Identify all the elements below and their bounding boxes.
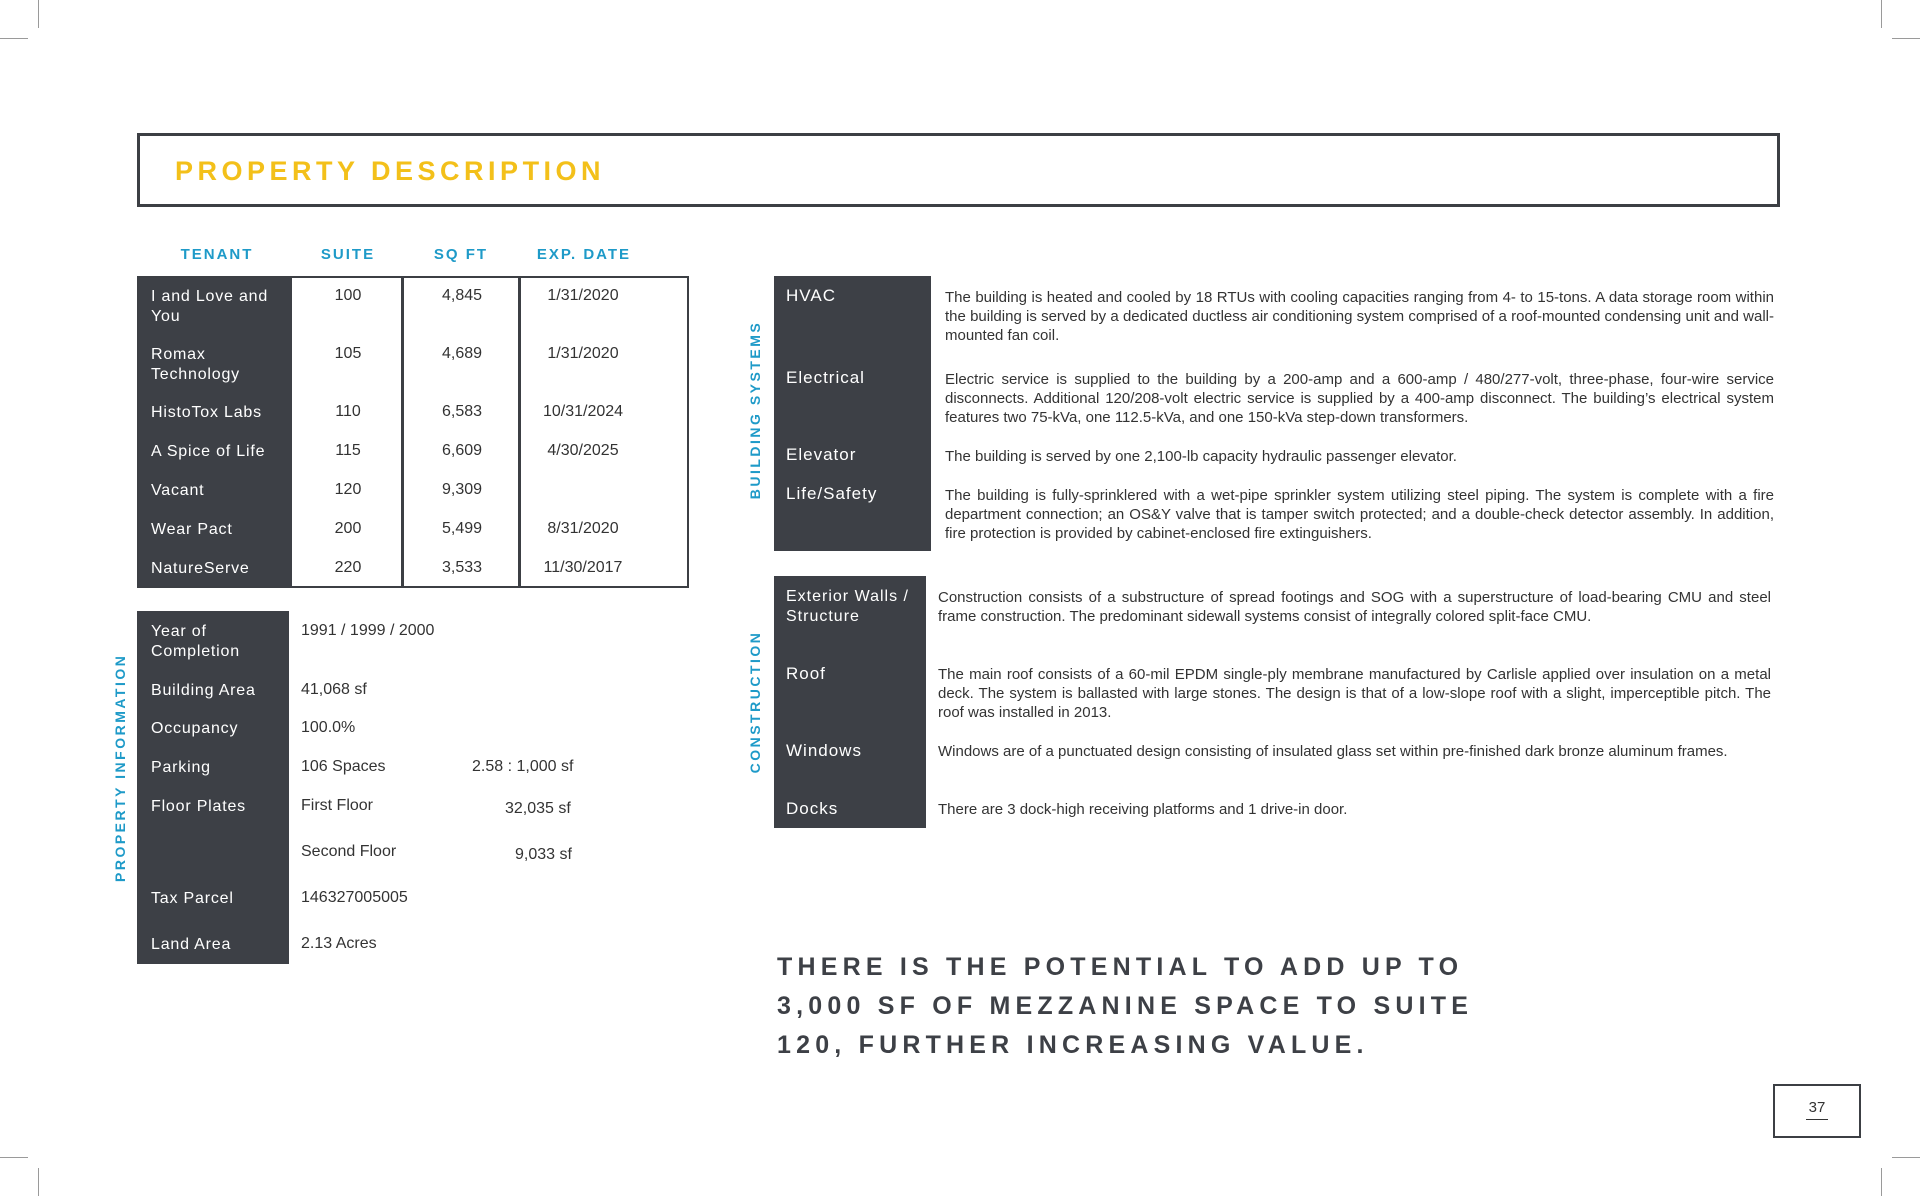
second-floor-value: 9,033 sf	[515, 846, 572, 863]
hvac-label: HVAC	[786, 286, 836, 305]
column-header-sqft: SQ FT	[433, 246, 489, 263]
tax-parcel-label: Tax Parcel	[151, 890, 234, 907]
docks-label: Docks	[786, 799, 839, 818]
table-divider	[518, 276, 521, 588]
parking-ratio: 2.58 : 1,000 sf	[472, 758, 574, 775]
year-value: 1991 / 1999 / 2000	[301, 622, 435, 639]
crop-mark	[0, 38, 28, 39]
page-title: PROPERTY DESCRIPTION	[175, 156, 606, 186]
tenant-name: I and Love and You	[151, 288, 269, 325]
exp-cell: 8/31/2020	[547, 520, 619, 537]
crop-mark	[1892, 38, 1920, 39]
exp-cell: 11/30/2017	[543, 559, 623, 576]
building-systems-panel	[774, 276, 931, 551]
suite-cell: 220	[334, 559, 362, 576]
column-header-tenant: TENANT	[180, 246, 254, 263]
sqft-cell: 5,499	[441, 520, 483, 537]
exp-cell: 10/31/2024	[542, 403, 624, 420]
suite-cell: 115	[335, 442, 361, 459]
suite-cell: 120	[334, 481, 362, 498]
windows-label: Windows	[786, 741, 862, 760]
roof-description: The main roof consists of a 60-mil EPDM single-ply membrane manufactured by Carlisle applied over insulation on a metal deck. The system is ballasted with large stones. The design is that of a low-slope roof with a slight, imperceptible pitch. The roof was installed in 2013.	[938, 666, 1771, 721]
sqft-cell: 9,309	[441, 481, 483, 498]
land-area-label: Land Area	[151, 936, 232, 953]
life-safety-label: Life/Safety	[786, 484, 878, 503]
area-label: Building Area	[151, 682, 256, 699]
hvac-description: The building is heated and cooled by 18 RTUs with cooling capacities ranging from 4- to 15-tons. A data storage room within the building is served by a dedicated ductless air conditioning system comprised of a roof-mounted condensing unit and wall-mounted fan coil.	[945, 289, 1774, 344]
land-area-value: 2.13 Acres	[301, 935, 377, 952]
crop-mark	[38, 1168, 39, 1196]
suite-cell: 110	[335, 403, 361, 420]
page-number-underline	[1806, 1119, 1828, 1120]
tenant-name: HistoTox Labs	[151, 404, 262, 421]
docks-description: There are 3 dock-high receiving platforms and 1 drive-in door.	[938, 801, 1348, 818]
tenant-name: NatureServe	[151, 560, 250, 577]
exp-cell: 4/30/2025	[547, 442, 619, 459]
sqft-cell: 6,583	[441, 403, 483, 420]
elevator-label: Elevator	[786, 445, 857, 464]
electrical-description: Electric service is supplied to the building by a 200-amp and a 600-amp / 480/277-volt, three-phase, four-wire service disconnects. Additional 120/208-volt electric service is supplied by a 400-amp disconnect. The building’s electrical system features two 75-kVa, one 112.5-kVa, and one 150-kVa step-down transformers.	[945, 371, 1774, 426]
suite-cell: 105	[334, 345, 362, 362]
crop-mark	[0, 1157, 28, 1158]
table-divider	[401, 276, 404, 588]
property-information-label: PROPERTY INFORMATION	[112, 653, 128, 882]
elevator-description: The building is served by one 2,100-lb capacity hydraulic passenger elevator.	[945, 448, 1457, 465]
occupancy-label: Occupancy	[151, 720, 239, 737]
tenant-name: Vacant	[151, 482, 205, 499]
electrical-label: Electrical	[786, 368, 865, 387]
occupancy-value: 100.0%	[301, 719, 356, 736]
roof-label: Roof	[786, 664, 826, 683]
crop-mark	[1881, 1168, 1882, 1196]
column-header-exp-date: EXP. DATE	[536, 246, 632, 263]
windows-description: Windows are of a punctuated design consisting of insulated glass set within pre-finished dark bronze aluminum frames.	[938, 743, 1728, 760]
property-info-panel	[137, 611, 289, 964]
column-header-suite: SUITE	[320, 246, 376, 263]
exterior-walls-label: Exterior Walls / Structure	[786, 588, 909, 625]
year-label: Year of Completion	[151, 623, 240, 660]
tenant-name: A Spice of Life	[151, 443, 266, 460]
crop-mark	[1892, 1157, 1920, 1158]
exp-cell: 1/31/2020	[547, 287, 619, 304]
area-value: 41,068 sf	[301, 681, 367, 698]
building-systems-label: BUILDING SYSTEMS	[747, 320, 763, 500]
construction-label: CONSTRUCTION	[747, 630, 763, 774]
first-floor-value: 32,035 sf	[505, 800, 571, 817]
life-safety-description: The building is fully-sprinklered with a wet-pipe sprinkler system utilizing steel piping. The system is complete with a fire department connection; an OS&Y valve that is tamper switch protected; and a double-check detector assembly. In addition, fire protection is provided by cabinet-enclosed fire extinguishers.	[945, 487, 1774, 542]
tax-parcel-value: 146327005005	[301, 889, 408, 906]
exp-cell: 1/31/2020	[547, 345, 619, 362]
page-number: 37	[1808, 1099, 1826, 1116]
first-floor-label: First Floor	[301, 797, 373, 814]
second-floor-label: Second Floor	[301, 843, 397, 860]
tenant-name: Romax Technology	[151, 346, 240, 383]
mezzanine-callout: THERE IS THE POTENTIAL TO ADD UP TO 3,000 SF OF MEZZANINE SPACE TO SUITE 120, FURTHER INCREASING VALUE.	[777, 953, 1474, 1059]
tenant-name: Wear Pact	[151, 521, 233, 538]
sqft-cell: 4,845	[441, 287, 483, 304]
exterior-walls-description: Construction consists of a substructure of spread footings and SOG with a superstructure of load-bearing CMU and steel frame construction. The predominant sidewall systems consist of integrally colored split-face CMU.	[938, 589, 1771, 625]
crop-mark	[1881, 0, 1882, 28]
floor-plates-label: Floor Plates	[151, 798, 246, 815]
suite-cell: 100	[334, 287, 362, 304]
parking-value: 106 Spaces	[301, 758, 386, 775]
sqft-cell: 6,609	[441, 442, 483, 459]
sqft-cell: 3,533	[441, 559, 483, 576]
crop-mark	[38, 0, 39, 28]
suite-cell: 200	[334, 520, 362, 537]
sqft-cell: 4,689	[441, 345, 483, 362]
parking-label: Parking	[151, 759, 211, 776]
